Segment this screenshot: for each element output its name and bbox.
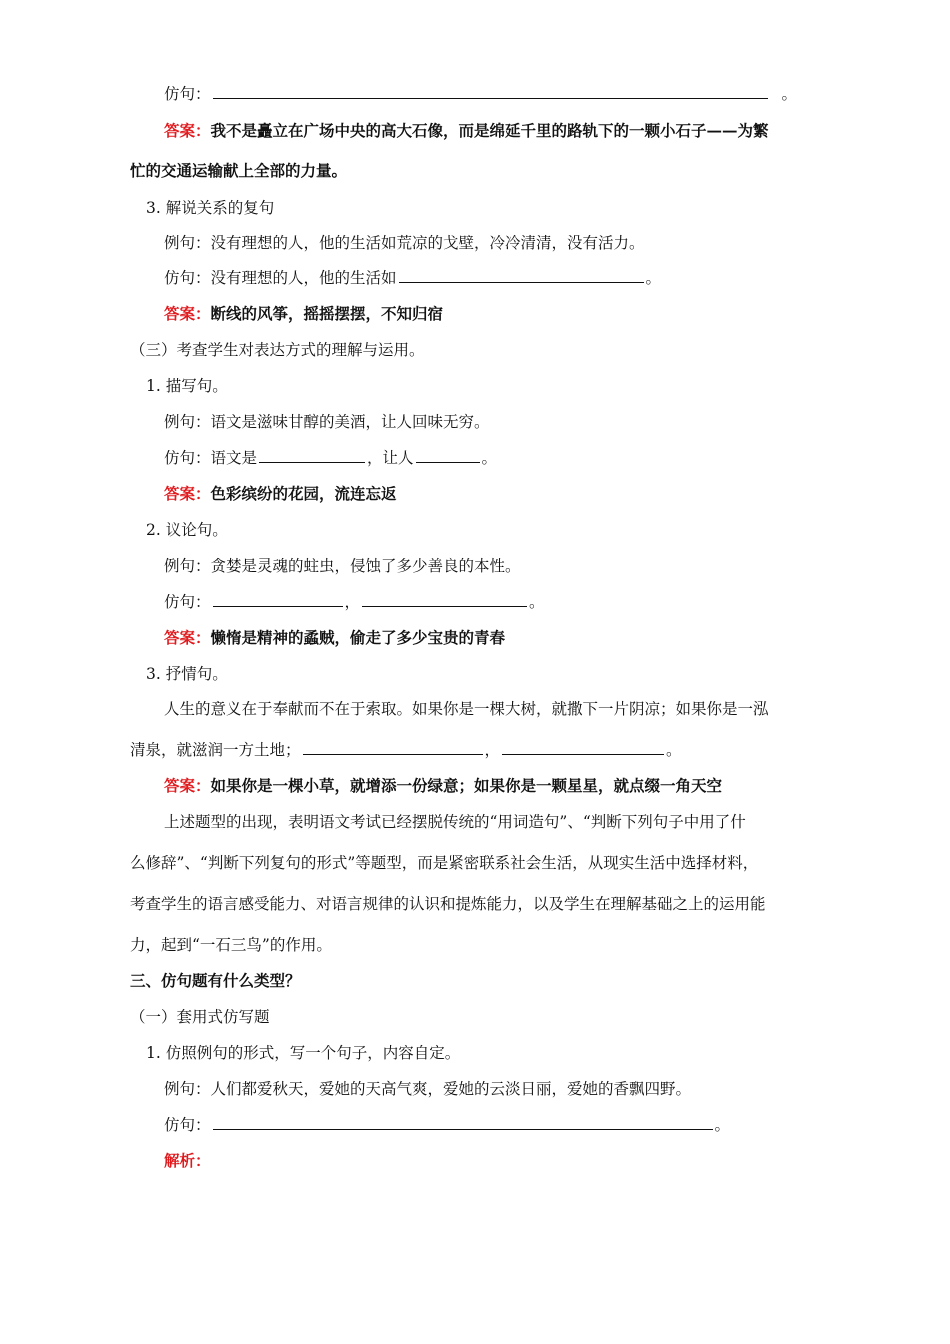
paragraph-line: 清泉，就滋润一方土地； — [130, 741, 301, 759]
period: 。 — [714, 1116, 731, 1134]
period: 。 — [781, 85, 798, 103]
answer-text: 断线的风筝，摇摇摆摆，不知归宿 — [210, 304, 444, 323]
item-heading: 2. 议论句。 — [146, 521, 228, 539]
section-title: 三、仿句题有什么类型？ — [130, 971, 301, 990]
paragraph-line: 上述题型的出现，表明语文考试已经摆脱传统的“用词造句”、“判断下列句子中用了什 — [164, 813, 746, 831]
imitation-line-1 — [164, 84, 797, 104]
answer-label: 答案： — [164, 628, 211, 647]
imitation-line-4 — [164, 592, 545, 612]
paragraph-line: 考查学生的语言感受能力、对语言规律的认识和提炼能力，以及学生在理解基础之上的运用能 — [130, 895, 766, 913]
answer-line-3 — [164, 484, 397, 504]
period: 。 — [645, 269, 662, 287]
answer-label: 答案： — [164, 484, 211, 503]
imitation-prompt: 仿句：语文是 — [164, 449, 258, 467]
paragraph-line: 人生的意义在于奉献而不在于索取。如果你是一棵大树，就撒下一片阴凉；如果你是一泓 — [164, 700, 769, 718]
example-sentence: 例句：语文是滋味甘醇的美酒，让人回味无穷。 — [164, 413, 490, 431]
answer-blank[interactable] — [213, 84, 768, 99]
answer-blank[interactable] — [303, 740, 483, 755]
answer-line-2 — [164, 304, 443, 324]
comma: ， — [484, 741, 501, 759]
imitation-line-3 — [164, 448, 497, 468]
comma: ， — [344, 593, 361, 611]
answer-line-1 — [164, 121, 769, 141]
period: 。 — [666, 741, 682, 759]
period: 。 — [481, 449, 498, 467]
answer-blank[interactable] — [213, 1115, 713, 1130]
example-sentence: 例句：没有理想的人，他的生活如荒凉的戈壁，冷冷清清，没有活力。 — [164, 234, 645, 252]
answer-text: 懒惰是精神的蟊贼，偷走了多少宝贵的青春 — [210, 628, 506, 647]
item-heading: 3. 解说关系的复句 — [146, 199, 275, 217]
item-heading: 1. 描写句。 — [146, 377, 228, 395]
answer-label: 答案： — [164, 121, 211, 140]
answer-text-continued: 忙的交通运输献上全部的力量。 — [130, 161, 348, 180]
answer-blank[interactable] — [399, 268, 644, 283]
answer-blank[interactable] — [502, 740, 664, 755]
period: 。 — [529, 593, 545, 611]
answer-blank[interactable] — [362, 592, 527, 607]
imitation-label: 仿句： — [164, 1116, 211, 1134]
imitation-label: 仿句： — [164, 85, 211, 103]
answer-label: 答案： — [164, 776, 211, 795]
answer-blank[interactable] — [416, 448, 480, 463]
answer-label: 答案： — [164, 304, 211, 323]
imitation-prompt-middle: ，让人 — [367, 449, 414, 467]
imitation-label: 仿句： — [164, 593, 211, 611]
answer-blank[interactable] — [259, 448, 365, 463]
answer-line-5 — [164, 776, 722, 796]
analysis-label: 解析： — [164, 1151, 211, 1170]
imitation-prompt: 仿句：没有理想的人，他的生活如 — [164, 269, 397, 287]
item-heading: 1. 仿照例句的形式，写一个句子，内容自定。 — [146, 1044, 461, 1062]
paragraph-line: 么修辞”、“判断下列复句的形式”等题型，而是紧密联系社会生活，从现实生活中选择材料， — [130, 854, 759, 872]
section-heading: （三）考查学生对表达方式的理解与运用。 — [130, 341, 425, 359]
imitation-line-2 — [164, 268, 661, 288]
example-sentence: 例句：贪婪是灵魂的蛀虫，侵蚀了多少善良的本性。 — [164, 557, 521, 575]
section-heading: （一）套用式仿写题 — [130, 1008, 270, 1026]
answer-text: 色彩缤纷的花园，流连忘返 — [210, 484, 397, 503]
paragraph-line: 力，起到“一石三鸟”的作用。 — [130, 936, 332, 954]
item-heading: 3. 抒情句。 — [146, 665, 228, 683]
imitation-line-6 — [164, 1115, 730, 1135]
answer-text: 我不是矗立在广场中央的高大石像，而是绵延千里的路轨下的一颗小石子——为繁 — [210, 121, 769, 140]
answer-text: 如果你是一棵小草，就增添一份绿意；如果你是一颗星星，就点缀一角天空 — [210, 776, 723, 795]
answer-line-4 — [164, 628, 505, 648]
example-sentence: 例句：人们都爱秋天，爱她的天高气爽，爱她的云淡日丽，爱她的香飘四野。 — [164, 1080, 692, 1098]
answer-blank[interactable] — [213, 592, 343, 607]
imitation-line-5 — [130, 740, 682, 760]
